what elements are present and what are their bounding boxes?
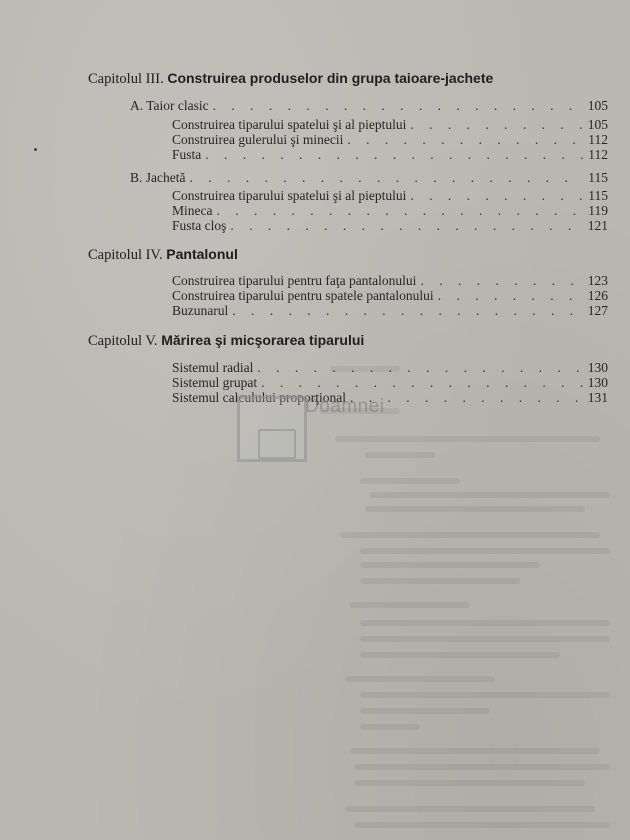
leader-dots — [257, 360, 583, 376]
toc-entry-label: Construirea tiparului spatelui şi al pieptului — [172, 117, 407, 132]
toc-entry-page: 126 — [587, 288, 608, 303]
toc-entry — [172, 117, 608, 133]
toc-entry — [172, 273, 608, 289]
chapter-5-title: Mărirea şi micşorarea tiparului — [161, 332, 365, 348]
chapter-3-heading — [88, 70, 493, 88]
ink-speck — [34, 148, 37, 151]
chapter-4-title: Pantalonul — [166, 246, 238, 262]
chapter-4-number: Capitolul IV. — [88, 247, 163, 263]
book-icon — [258, 429, 296, 459]
leader-dots — [213, 98, 584, 114]
toc-entry-page: 121 — [587, 218, 608, 233]
toc-entry-page: 119 — [588, 203, 608, 218]
toc-entry-label: Fusta cloş — [172, 218, 227, 233]
toc-entry-page: 130 — [587, 360, 608, 375]
toc-entry-label: Fusta — [172, 147, 202, 162]
toc-entry-label: Sistemul radial — [172, 360, 254, 375]
leader-dots — [216, 203, 584, 219]
leader-dots — [230, 218, 583, 234]
toc-entry-page: 112 — [588, 147, 608, 162]
toc-entry-label: Construirea tiparului pentru faţa pantalonului — [172, 273, 417, 288]
toc-entry-page: 127 — [587, 303, 608, 318]
toc-entry-label: Sistemul grupat — [172, 375, 258, 390]
toc-entry — [172, 303, 608, 319]
leader-dots — [410, 188, 584, 204]
toc-entry-page: 105 — [587, 117, 608, 132]
toc-entry-label: Buzunarul — [172, 303, 229, 318]
toc-entry-page: 131 — [587, 390, 608, 405]
toc-entry-label: Construirea tiparului pentru spatele pantalonului — [172, 288, 434, 303]
toc-entry-label: Mineca — [172, 203, 213, 218]
toc-entry — [172, 203, 608, 219]
watermark — [237, 388, 397, 456]
leader-dots — [420, 273, 583, 289]
leader-dots — [410, 117, 583, 133]
chapter-5-heading — [88, 332, 364, 350]
toc-entry-page: 130 — [587, 375, 608, 390]
watermark-logo-box — [237, 396, 307, 462]
chapter-3-number: Capitolul III. — [88, 71, 164, 87]
toc-entry-section-b — [130, 170, 608, 186]
toc-entry-label: B. Jachetă — [130, 170, 186, 185]
toc-entry-page: 112 — [588, 132, 608, 147]
toc-entry-page: 105 — [587, 98, 608, 113]
toc-entry — [172, 147, 608, 163]
toc-entry-page: 115 — [588, 188, 608, 203]
chapter-3-title: Construirea produselor din grupa taioare-jachete — [167, 70, 494, 86]
leader-dots — [189, 170, 584, 186]
chapter-4-heading — [88, 246, 238, 264]
toc-entry-label: A. Taior clasic — [130, 98, 209, 113]
toc-entry — [172, 132, 608, 148]
toc-entry-section-a — [130, 98, 608, 114]
toc-entry-page: 115 — [588, 170, 608, 185]
leader-dots — [205, 147, 584, 163]
toc-entry — [172, 218, 608, 234]
toc-entry-page: 123 — [587, 273, 608, 288]
watermark-text: Doamnei — [305, 396, 385, 417]
toc-entry — [172, 188, 608, 204]
toc-entry — [172, 288, 608, 304]
toc-entry-label: Sistemul calculului proporţional — [172, 390, 346, 405]
chapter-5-number: Capitolul V. — [88, 333, 158, 349]
toc-entry-label: Construirea gulerului şi minecii — [172, 132, 344, 147]
leader-dots — [347, 132, 584, 148]
leader-dots — [438, 288, 584, 304]
leader-dots — [232, 303, 584, 319]
toc-entry-label: Construirea tiparului spatelui şi al pieptului — [172, 188, 407, 203]
toc-entry — [172, 360, 608, 376]
